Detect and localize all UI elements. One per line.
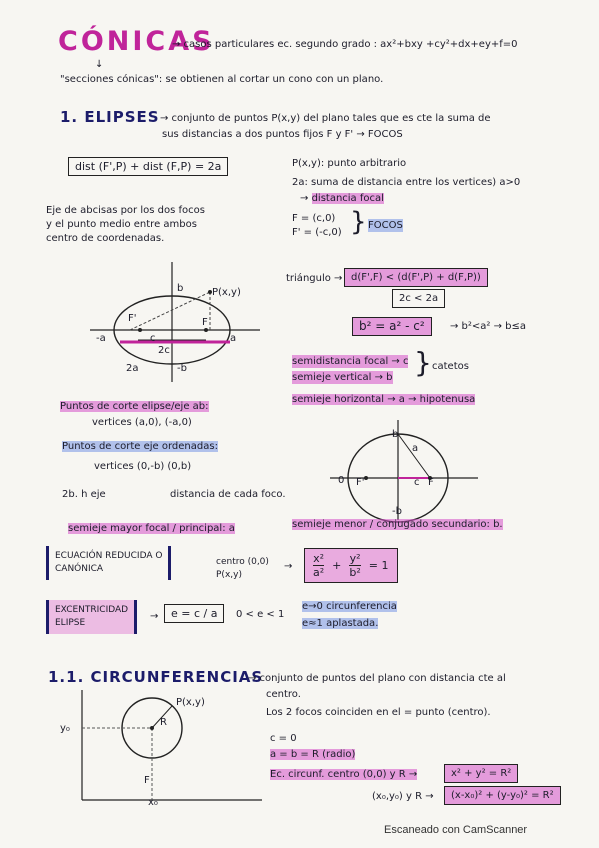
semieje-horizontal — [292, 393, 475, 406]
ellipse-focus-f: F = (c,0) — [292, 213, 336, 224]
fig2-o: 0 — [338, 475, 345, 486]
ec-reducida-label-2: CANÓNICA — [55, 564, 104, 574]
fig2-minus-b: -b — [392, 506, 402, 517]
intro-arrow: ↓ — [95, 59, 104, 70]
section-heading-ellipse: 1. ELIPSES — [60, 108, 160, 126]
fig-ellipse-minus-a: -a — [96, 333, 106, 344]
ec-eq: = 1 — [368, 559, 389, 572]
two-b-label: 2b. h eje — [62, 489, 106, 500]
circle-ab — [270, 748, 355, 761]
circle-c0: c = 0 — [270, 733, 297, 744]
ellipse-diagram-2 — [330, 420, 490, 520]
circle-ab-text: a = b = R (radio) — [270, 749, 356, 760]
fig-ellipse-2c: 2c — [158, 345, 170, 356]
triangle-inequality: d(F',F) < (d(F',P) + d(F,P)) — [344, 268, 488, 287]
exc-arrow: → — [150, 611, 159, 622]
exc-note-1-text: e→0 circunferencia — [302, 601, 397, 612]
circle-fig-r: R — [160, 717, 167, 728]
fig2-b: b — [392, 429, 399, 440]
fig2-f: F — [428, 477, 434, 488]
catetos-label: catetos — [432, 361, 469, 372]
section-heading-circle: 1.1. CIRCUNFERENCIAS — [48, 668, 264, 686]
foci-label: FOCOS — [368, 220, 403, 231]
semieje-horizontal-text: semieje horizontal → a → hipotenusa — [292, 394, 476, 405]
ellipse-focus-fp: F' = (-c,0) — [292, 227, 342, 238]
semieje-menor — [292, 518, 503, 531]
triangle-label: triángulo → — [286, 273, 343, 284]
exc-note-2-text: e≈1 aplastada. — [302, 618, 379, 629]
focal-segment-left — [130, 292, 210, 330]
circle-ec-label-2: (x₀,y₀) y R → — [372, 791, 434, 802]
circle-equation-1: x² + y² = R² — [444, 764, 518, 783]
excentricidad-label-1: EXCENTRICIDAD — [55, 605, 129, 615]
excentricidad-note-1 — [302, 600, 397, 613]
axis-note-3: centro de coordenadas. — [46, 233, 165, 244]
fig2-c: c — [414, 477, 420, 488]
ellipse-p-def: P(x,y): punto arbitrario — [292, 158, 407, 169]
axis-note-1: Eje de abcisas por los dos focos — [46, 205, 205, 216]
ec-pxy: P(x,y) — [216, 570, 242, 580]
semieje-mayor-text: semieje mayor focal / principal: a — [68, 523, 235, 534]
focus-dot-2a — [364, 476, 368, 480]
dist-focal-text: distancia focal — [311, 193, 384, 204]
semieje-mayor — [68, 522, 235, 535]
ec-centro: centro (0,0) — [216, 557, 269, 567]
ec-den-1: a² — [313, 566, 325, 579]
ellipse-def-2: sus distancias a dos puntos fijos F y F' → FOCOS — [162, 129, 403, 140]
ellipse-definition-formula: dist (F',P) + dist (F,P) = 2a — [68, 157, 228, 176]
semieje-menor-text: semieje menor / conjugado secundario: b. — [292, 519, 503, 530]
fig-ellipse-c: c — [150, 333, 156, 344]
scanner-footer: Escaneado con CamScanner — [384, 824, 528, 836]
fig-ellipse-f: F — [202, 317, 208, 328]
circle-center-dot — [150, 726, 154, 730]
excentricidad-label-2: ELIPSE — [55, 618, 86, 628]
circle-def-1: → conjunto de puntos del plano con distancia cte al — [248, 673, 506, 684]
b-formula: b² = a² - c² — [352, 317, 432, 336]
cut-y-text: Puntos de corte eje ordenadas: — [62, 441, 218, 452]
fig-ellipse-fp: F' — [128, 313, 137, 324]
circle-ec-label — [270, 768, 417, 781]
circle-equation-2: (x-x₀)² + (y-y₀)² = R² — [444, 786, 561, 805]
fig-ellipse-b: b — [177, 283, 184, 294]
circle-fig-x0: x₀ — [148, 797, 158, 808]
fig-ellipse-minus-b: -b — [177, 363, 187, 374]
triangle-inequality-2: 2c < 2a — [392, 289, 445, 308]
cut-y-line-2: vertices (0,-b) (0,b) — [94, 461, 192, 472]
focus-left-dot — [138, 328, 142, 332]
fig-ellipse-a: a — [230, 333, 237, 344]
circle-def-2: centro. — [266, 689, 301, 700]
dist-foco-label: distancia de cada foco. — [170, 489, 286, 500]
excentricidad-note-2 — [302, 617, 378, 630]
ellipse-def-1: → conjunto de puntos P(x,y) del plano tales que es cte la suma de — [160, 113, 491, 124]
foci-brace: } — [350, 207, 367, 237]
catetos-brace: } — [414, 346, 432, 379]
intro-line-1: → casos particulares ec. segundo grado : ax²+bxy +cy²+dx+ey+f=0 — [172, 39, 518, 50]
cut-x-line-2: vertices (a,0), (-a,0) — [92, 417, 192, 428]
circle-def-3: Los 2 focos coinciden en el = punto (centro). — [266, 707, 491, 718]
cut-y-line-1 — [62, 440, 218, 453]
circle-ec-label-text: Ec. circunf. centro (0,0) y R → — [270, 769, 418, 780]
circle-fig-pxy: P(x,y) — [176, 697, 205, 708]
b-result: → b²<a² → b≤a — [450, 321, 527, 332]
semidistancia-focal: semidistancia focal → c — [292, 356, 409, 367]
ec-arrow: → — [284, 561, 293, 572]
fig-ellipse-pxy: P(x,y) — [212, 287, 241, 298]
ellipse-dist-focal: → distancia focal — [300, 193, 384, 204]
intro-line-2: "secciones cónicas": se obtienen al cortar un cono con un plano. — [60, 74, 384, 85]
ec-den-2: b² — [349, 566, 361, 579]
ec-reducida-box — [46, 546, 171, 580]
semieje-vertical: semieje vertical → b — [292, 372, 393, 383]
circle-fig-f: F — [144, 775, 150, 786]
ec-num-2: y² — [349, 552, 361, 565]
fig-ellipse-2a: 2a — [126, 363, 139, 374]
cut-x-text: Puntos de corte elipse/eje ab: — [60, 401, 209, 412]
ellipse-2a-def: 2a: suma de distancia entre los vertices) a>0 — [292, 177, 521, 188]
ec-plus: + — [332, 559, 342, 572]
excentricidad-box — [46, 600, 137, 634]
ec-num-1: x² — [313, 552, 325, 565]
excentricidad-range: 0 < e < 1 — [236, 609, 285, 620]
ec-reducida-label-1: ECUACIÓN REDUCIDA O — [55, 551, 163, 561]
cut-x-line-1 — [60, 400, 209, 413]
page-title: CÓNICAS — [58, 26, 215, 57]
fig2-fp: F' — [356, 477, 365, 488]
circle-fig-y0: y₀ — [60, 723, 70, 734]
excentricidad-formula: e = c / a — [164, 604, 224, 623]
axis-note-2: y el punto medio entre ambos — [46, 219, 197, 230]
canonical-equation-box — [304, 548, 398, 583]
fig2-a: a — [412, 443, 419, 454]
circle-diagram — [72, 690, 272, 810]
